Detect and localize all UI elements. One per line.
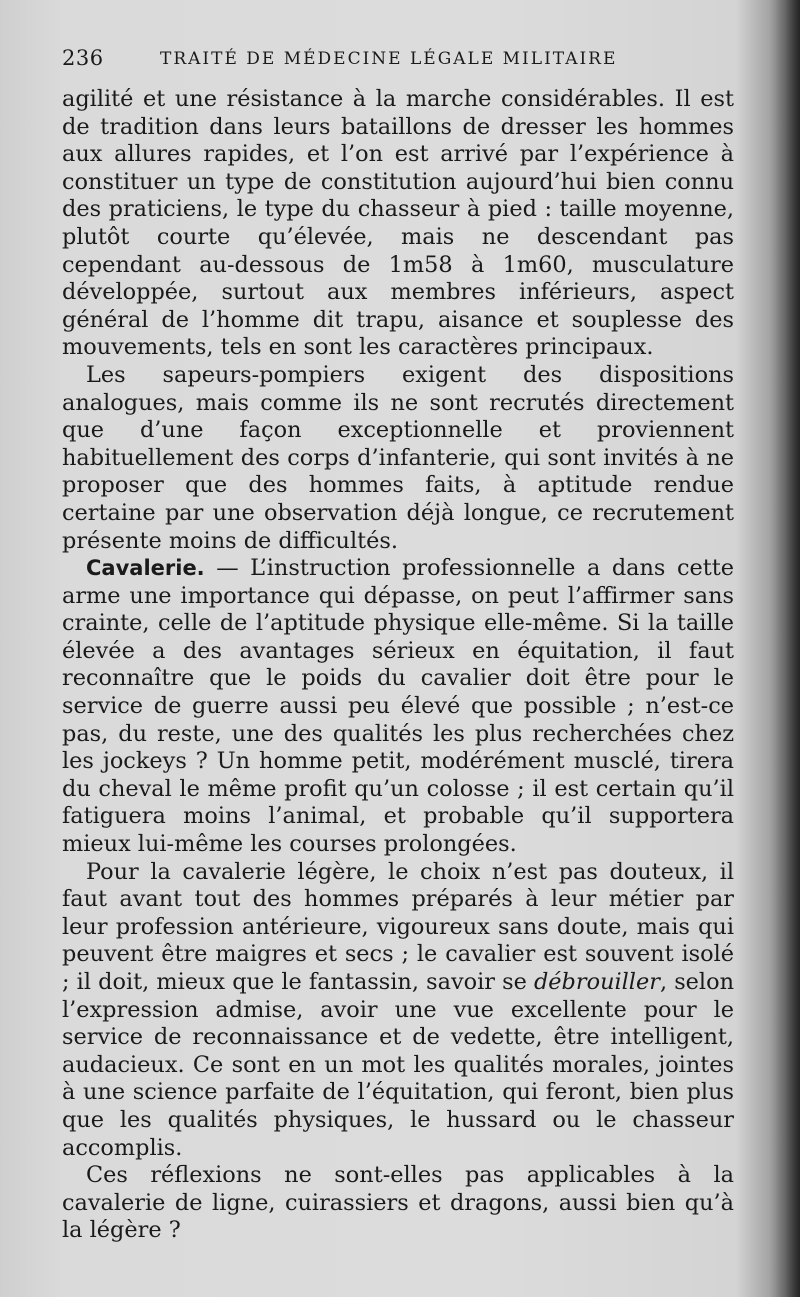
paragraph-4-italic: débrouiller (533, 969, 660, 995)
paragraph-1: agilité et une résistance à la marche considérables. Il est de tradition dans leurs bataillons de dresser les hommes aux allures rapides, et l’on est arrivé par l’expérience à constituer un type de constitution aujourd’hui bien connu des praticiens, le type du chasseur à pied : taille moyenne, plutôt courte qu’élevée, mais ne descendant pas cependant au-dessous de 1m58 à 1m60, musculature développée, surtout aux membres inférieurs, aspect général de l’homme dit trapu, aisance et souplesse des mouvements, tels en sont les caractères principaux. (62, 86, 734, 361)
paragraph-4-text-a: Pour la cavalerie légère, le choix n’est pas douteux, il faut avant tout des hommes préparés à leur métier par leur profession antérieure, vigoureux sans doute, mais qui peuvent être maigres et secs ; le cavalier est souvent isolé ; il doit, mieux que le fantassin, savoir se (62, 858, 734, 995)
paragraph-4 (62, 859, 734, 1163)
paragraph-2: Les sapeurs-pompiers exigent des dispositions analogues, mais comme ils ne sont recrutés directement que d’une façon exceptionnelle et proviennent habituellement des corps d’infanterie, qui sont invités à ne proposer que des hommes faits, à aptitude rendue certaine par une observation déjà longue, ce recrutement présente moins de difficultés. (62, 361, 734, 554)
paragraph-4-text-b: , selon l’expression admise, avoir une vue excellente pour le service de reconnaissance et de vedette, être intelligent, audacieux. Ce sont en un mot les qualités morales, jointes à une science parfaite de l’équitation, qui feront, bien plus que les qualités physiques, le hussard ou le chasseur accomplis. (62, 969, 734, 1161)
paragraph-3 (62, 555, 734, 859)
paragraph-3-text: — L’instruction professionnelle a dans cette arme une importance qui dépasse, on peut l’affirmer sans crainte, celle de l’aptitude physique elle-même. Si la taille élevée a des avantages sérieux en équitation, il faut reconnaître que le poids du cavalier doit être pour le service de guerre aussi peu élevé que possible ; n’est-ce pas, du reste, une des qualités les plus recherchées chez les jockeys ? Un homme petit, modérément musclé, tirera du cheval le même profit qu’un colosse ; il est certain qu’il fatiguera moins l’animal, et probable qu’il supportera mieux lui-même les courses prolongées. (62, 555, 734, 858)
running-title: TRAITÉ DE MÉDECINE LÉGALE MILITAIRE (160, 49, 618, 69)
paragraph-5: Ces réflexions ne sont-elles pas applicables à la cavalerie de ligne, cuirassiers et dragons, aussi bien qu’à la légère ? (62, 1162, 734, 1244)
page-number: 236 (62, 46, 104, 70)
section-heading-cavalerie: Cavalerie. (86, 556, 205, 581)
book-spine-shadow (770, 0, 800, 1297)
page-body (62, 86, 734, 1245)
page-header (62, 46, 734, 78)
